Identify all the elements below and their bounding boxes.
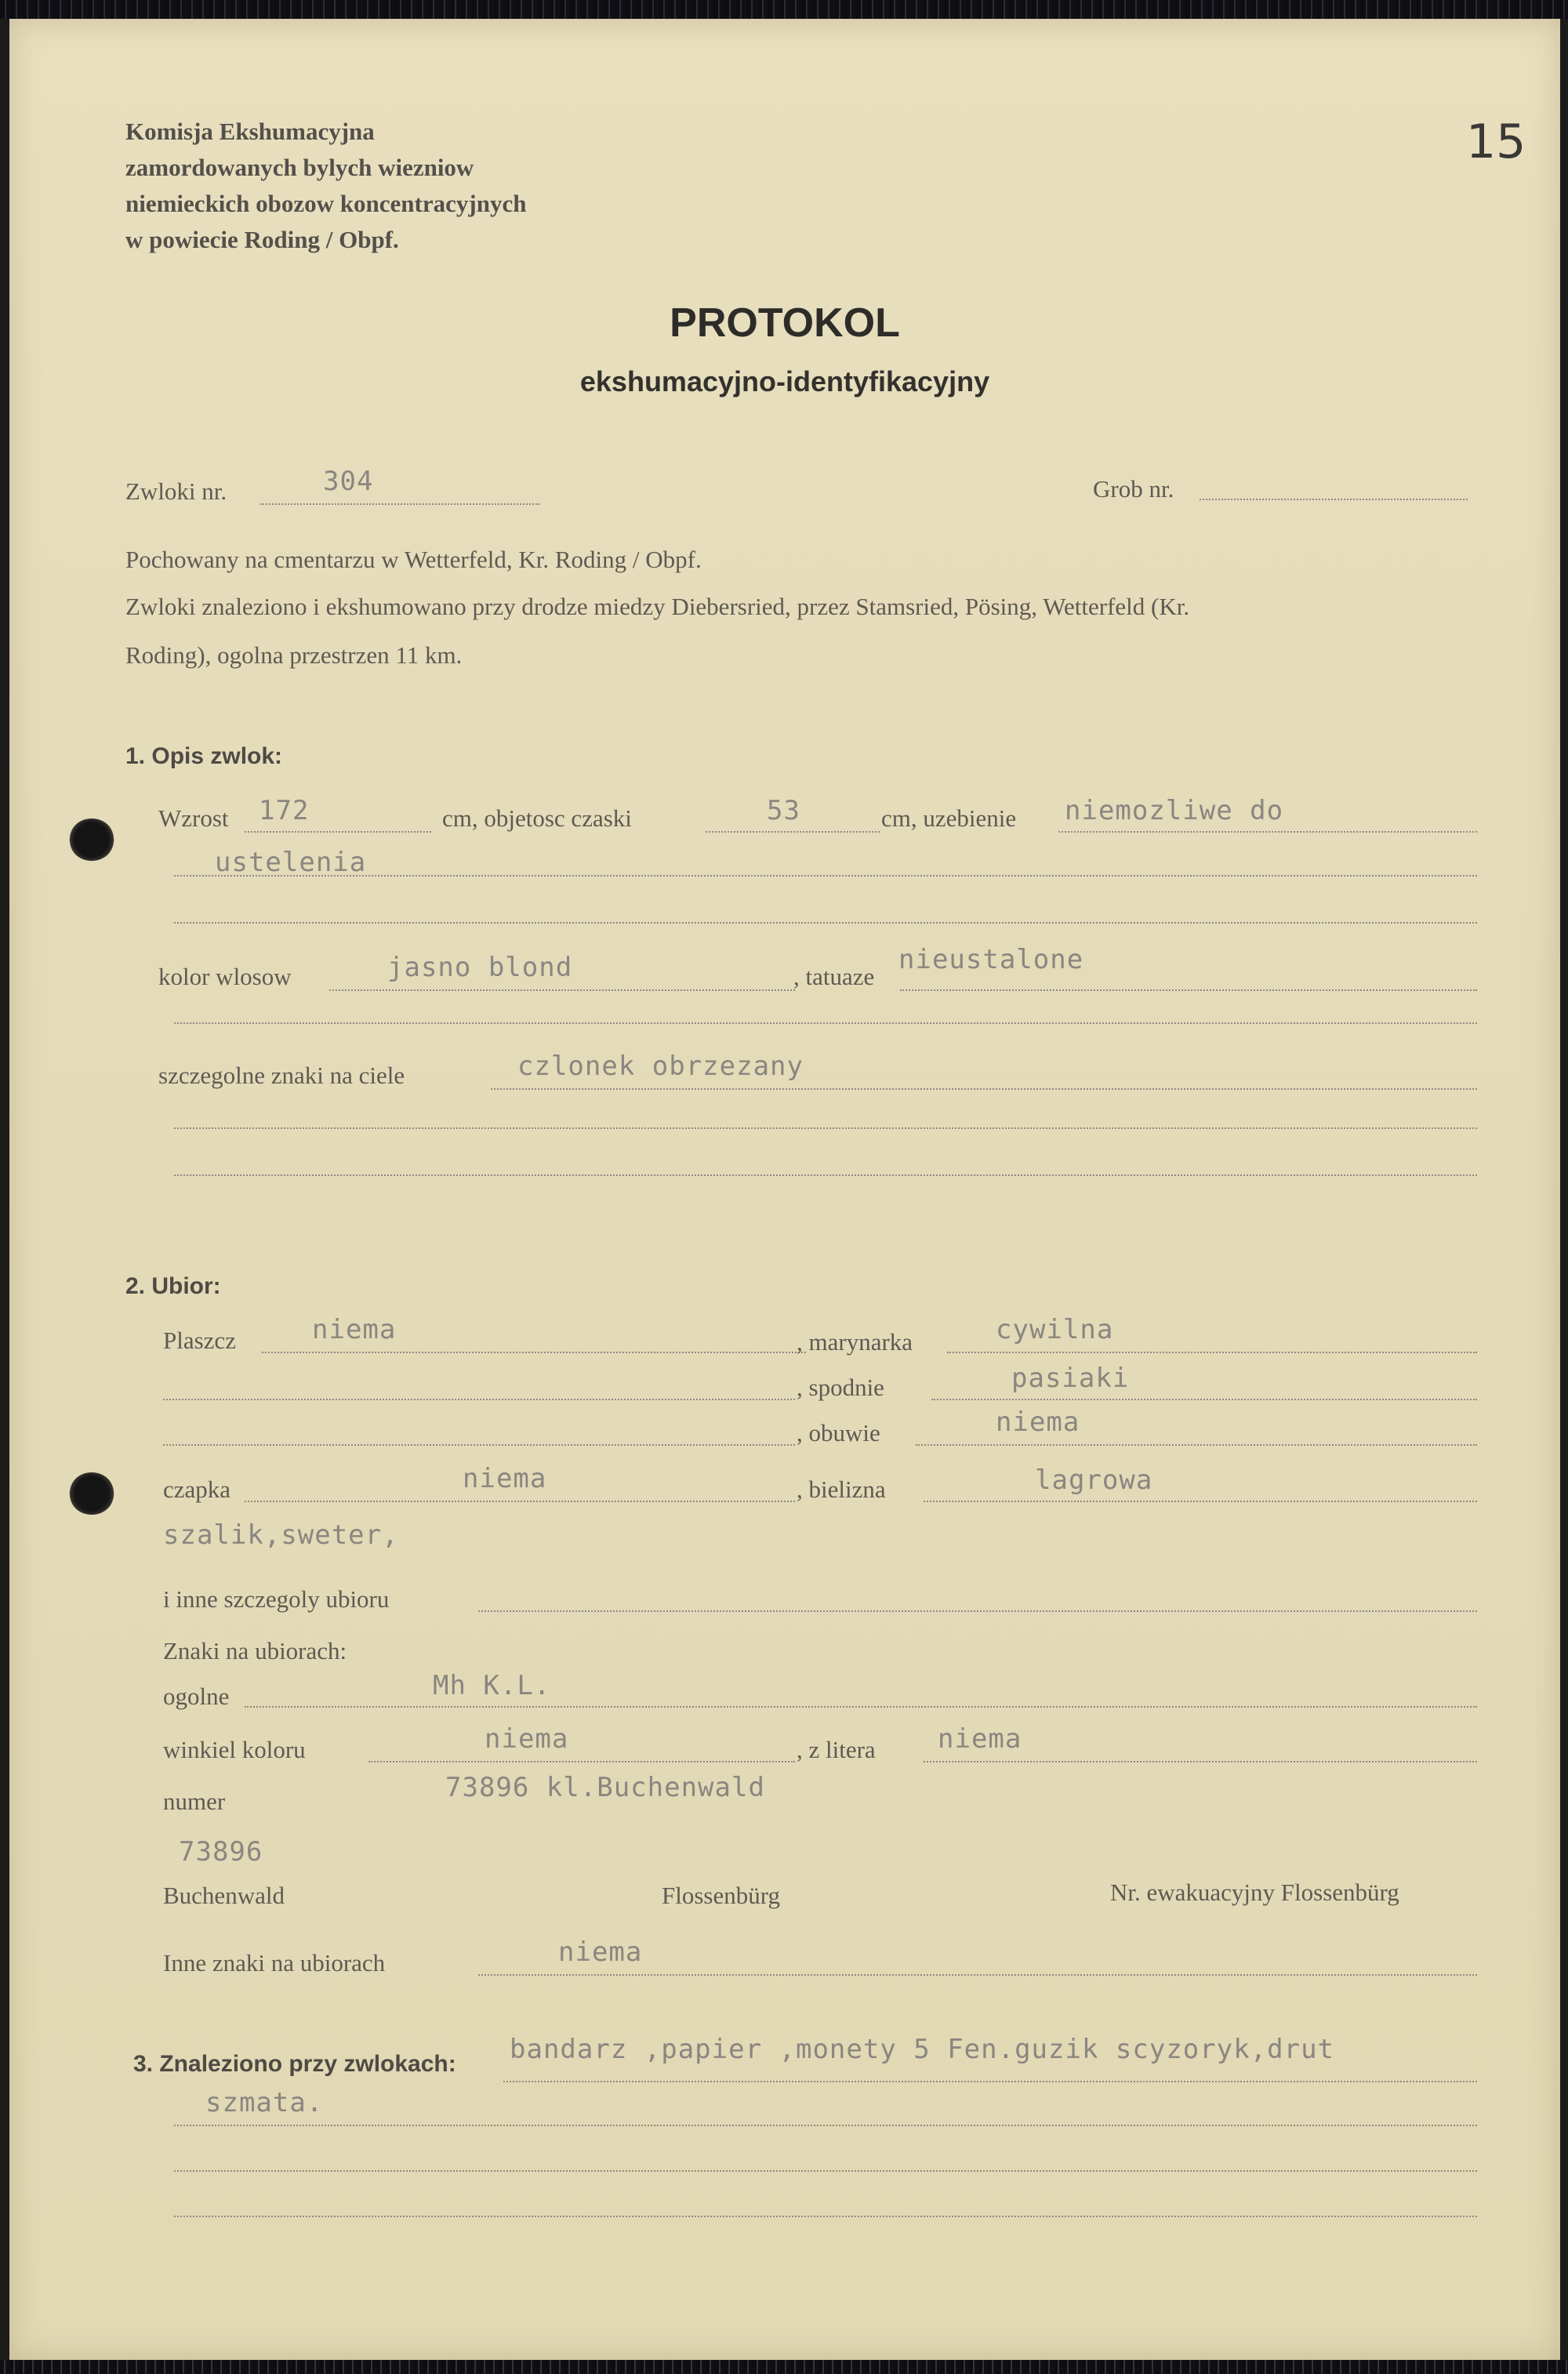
- blank-line: [174, 2170, 1477, 2172]
- flossenburg-label: Flossenbürg: [662, 1882, 781, 1909]
- blank-line: [174, 1022, 1477, 1024]
- znaki-ciele-value: czlonek obrzezany: [517, 1051, 804, 1082]
- blank-line: [163, 1399, 795, 1400]
- wzrost-label: Wzrost: [158, 804, 229, 832]
- intro-line-1: Pochowany na cmentarzu w Wetterfeld, Kr. Roding / Obpf.: [125, 546, 702, 573]
- cm-uzebienie-label: cm, uzebienie: [881, 804, 1017, 832]
- intro-line-3: Roding), ogolna przestrzen 11 km.: [125, 641, 463, 669]
- punch-hole: [69, 1472, 114, 1515]
- winkiel-label: winkiel koloru: [163, 1736, 306, 1763]
- czapka-line: [245, 1501, 795, 1502]
- znaleziono-cont-line: [174, 2125, 1477, 2126]
- inne-szczegoly-line: [478, 1610, 1477, 1612]
- header-line-3: niemieckich obozow koncentracyjnych: [125, 190, 527, 217]
- tatuaze-value: nieustalone: [898, 944, 1084, 975]
- intro-line-2: Zwloki znaleziono i ekshumowano przy drodze miedzy Diebersried, przez Stamsried, Pösing, Wetterfeld (Kr.: [125, 593, 1190, 620]
- znaki-ciele-label: szczegolne znaki na ciele: [158, 1062, 405, 1089]
- header-line-4: w powiecie Roding / Obpf.: [125, 226, 399, 253]
- blank-line: [174, 2216, 1477, 2217]
- uzebienie-cont-value: ustelenia: [215, 847, 367, 878]
- inne-znaki-label: Inne znaki na ubiorach: [163, 1949, 386, 1977]
- kolor-label: kolor wlosow: [158, 963, 292, 990]
- kolor-value: jasno blond: [387, 952, 573, 983]
- tatuaze-line: [900, 989, 1477, 991]
- plaszcz-line: [262, 1352, 806, 1353]
- spodnie-value: pasiaki: [1011, 1363, 1130, 1394]
- section-2-heading: 2. Ubior:: [125, 1273, 221, 1299]
- znaleziono-value-1: bandarz ,papier ,monety 5 Fen.guzik scyzoryk,drut: [510, 2034, 1335, 2065]
- scan-border-bottom: [0, 2360, 1568, 2374]
- znaki-ubiorach-heading: Znaki na ubiorach:: [163, 1637, 347, 1664]
- extra-clothing-value: szalik,sweter,: [163, 1519, 399, 1551]
- ogolne-value: Mh K.L.: [433, 1670, 551, 1701]
- uzebienie-line: [1058, 831, 1477, 833]
- plaszcz-label: Plaszcz: [163, 1327, 236, 1354]
- marynarka-value: cywilna: [996, 1314, 1114, 1345]
- marynarka-line: [947, 1352, 1477, 1353]
- tatuaze-label: , tatuaze: [793, 963, 875, 990]
- bielizna-label: , bielizna: [797, 1476, 886, 1503]
- zwloki-line: [260, 503, 539, 505]
- blank-line: [174, 922, 1477, 924]
- zwloki-value: 304: [323, 466, 374, 497]
- litera-value: niema: [938, 1723, 1022, 1755]
- document-page: [9, 19, 1560, 2360]
- blank-line: [174, 1127, 1477, 1129]
- numer-label: numer: [163, 1788, 226, 1815]
- obuwie-value: niema: [996, 1407, 1080, 1438]
- blank-line: [163, 1444, 795, 1446]
- wzrost-value: 172: [259, 795, 310, 826]
- znaleziono-value-2: szmata.: [205, 2087, 324, 2118]
- czapka-value: niema: [463, 1463, 547, 1494]
- grob-line: [1200, 499, 1468, 500]
- blank-line: [174, 1174, 1477, 1176]
- inne-znaki-value: niema: [558, 1937, 643, 1968]
- header-line-2: zamordowanych bylych wiezniow: [125, 154, 474, 181]
- litera-line: [924, 1761, 1477, 1762]
- uzebienie-cont-line: [174, 875, 1477, 877]
- plaszcz-value: niema: [312, 1314, 397, 1345]
- section-3-heading: 3. Znaleziono przy zwlokach:: [133, 2051, 456, 2077]
- bielizna-value: lagrowa: [1035, 1465, 1153, 1496]
- znaki-ciele-line: [491, 1088, 1477, 1090]
- czaszka-line: [706, 831, 880, 833]
- marynarka-label: , marynarka: [797, 1328, 913, 1356]
- page-number: 15: [1466, 114, 1526, 169]
- ogolne-label: ogolne: [163, 1682, 230, 1710]
- inne-znaki-line: [478, 1974, 1477, 1976]
- kolor-line: [329, 989, 795, 991]
- ogolne-line: [245, 1706, 1477, 1708]
- buchenwald-label: Buchenwald: [163, 1882, 285, 1909]
- document-title: PROTOKOL: [670, 300, 900, 346]
- header-line-1: Komisja Ekshumacyjna: [125, 118, 375, 145]
- winkiel-line: [368, 1761, 795, 1762]
- punch-hole: [69, 819, 114, 861]
- section-1-heading: 1. Opis zwlok:: [125, 743, 283, 769]
- wzrost-line: [245, 831, 431, 833]
- litera-label: , z litera: [797, 1736, 876, 1763]
- czapka-label: czapka: [163, 1476, 231, 1503]
- zwloki-label: Zwloki nr.: [125, 477, 227, 505]
- uzebienie-value: niemozliwe do: [1065, 795, 1284, 826]
- winkiel-value: niema: [485, 1723, 569, 1755]
- ewak-label: Nr. ewakuacyjny Flossenbürg: [1110, 1879, 1399, 1906]
- spodnie-line: [931, 1399, 1477, 1400]
- bielizna-line: [924, 1501, 1477, 1502]
- numer-value: 73896 kl.Buchenwald: [445, 1772, 765, 1803]
- inne-szczegoly-label: i inne szczegoly ubioru: [163, 1585, 390, 1613]
- znaleziono-line: [503, 2081, 1477, 2082]
- spodnie-label: , spodnie: [797, 1374, 884, 1401]
- grob-label: Grob nr.: [1093, 475, 1174, 503]
- cm-objetosc-label: cm, objetosc czaski: [442, 804, 632, 832]
- czaszka-value: 53: [767, 795, 800, 826]
- scan-border-top: [0, 0, 1568, 19]
- obuwie-label: , obuwie: [797, 1419, 880, 1447]
- numer-small-value: 73896: [179, 1836, 263, 1868]
- document-subtitle: ekshumacyjno-identyfikacyjny: [579, 365, 990, 397]
- obuwie-line: [916, 1444, 1477, 1446]
